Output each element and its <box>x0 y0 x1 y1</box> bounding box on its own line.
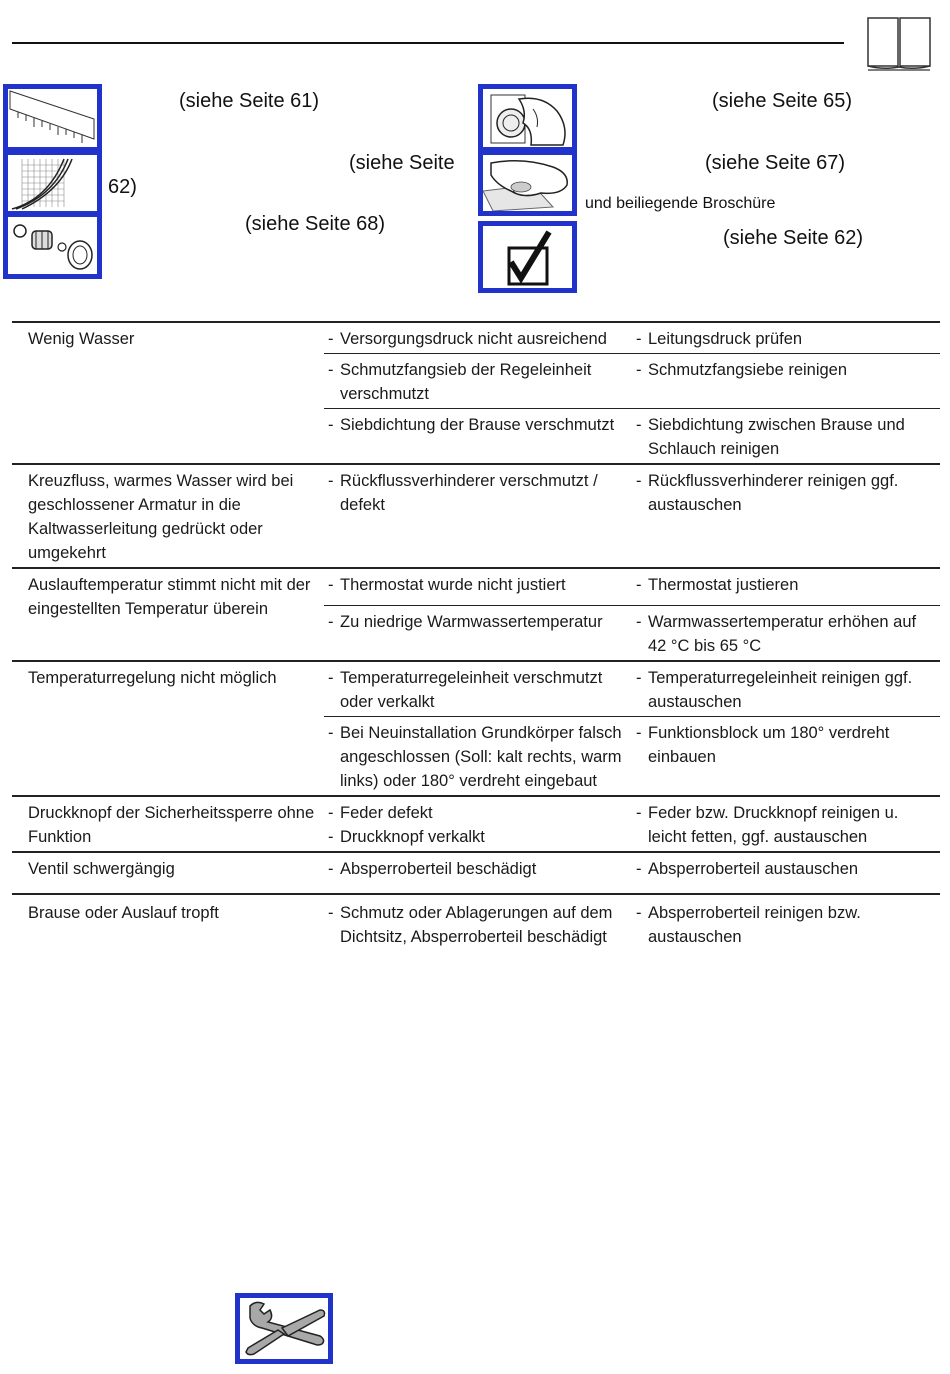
cause-cell: - Zu niedrige Warmwassertemperatur <box>324 606 632 662</box>
problem-cell: Druckknopf der Sicherheitssperre ohne Funktion <box>12 796 324 852</box>
table-row <box>12 796 940 852</box>
remedy-cell: - Absperroberteil austauschen <box>632 852 940 894</box>
remedy-cell: - Feder bzw. Druckknopf reinigen u. leicht fetten, ggf. austauschen <box>632 796 940 852</box>
remedy-cell: - Thermostat justieren <box>632 568 940 606</box>
ref-page-67: (siehe Seite 67) <box>705 152 846 174</box>
problem-cell: Ventil schwergängig <box>12 852 324 894</box>
ref-brochure-note: und beiliegende Broschüre <box>585 195 776 212</box>
problem-cell: Wenig Wasser <box>12 322 324 464</box>
remedy-cell: - Absperroberteil reinigen bzw. austauschen <box>632 894 940 951</box>
top-rule <box>12 42 844 44</box>
cause-cell: - Schmutz oder Ablagerungen auf dem Dichtsitz, Absperroberteil beschädigt <box>324 894 632 951</box>
cause-cell: - Versorgungsdruck nicht ausreichend <box>324 322 632 354</box>
remedy-cell: - Leitungsdruck prüfen <box>632 322 940 354</box>
wrench-screwdriver-icon <box>235 1293 333 1364</box>
checkmark-icon <box>478 221 577 293</box>
remedy-cell: - Siebdichtung zwischen Brause und Schlauch reinigen <box>632 409 940 465</box>
remedy-cell: - Warmwassertemperatur erhöhen auf 42 °C bis 65 °C <box>632 606 940 662</box>
ref-page-65: (siehe Seite 65) <box>712 90 853 112</box>
thermostat-hand-icon <box>478 84 577 152</box>
cause-cell: - Feder defekt - Druckknopf verkalkt <box>324 796 632 852</box>
ref-page-61: (siehe Seite 61) <box>179 90 320 112</box>
ref-page-68: (siehe Seite 68) <box>245 213 386 235</box>
troubleshooting-table <box>12 321 940 951</box>
ref-page-62-right: (siehe Seite 62) <box>723 227 864 249</box>
problem-cell: Kreuzfluss, warmes Wasser wird bei geschlossener Armatur in die Kaltwasserleitung gedrückt oder umgekehrt <box>12 464 324 568</box>
cause-cell: - Rückflussverhinderer verschmutzt / defekt <box>324 464 632 568</box>
remedy-cell: - Temperaturregeleinheit reinigen ggf. austauschen <box>632 661 940 717</box>
filter-parts-icon <box>3 212 102 279</box>
ref-page-62-part1: (siehe Seite <box>349 152 455 174</box>
remedy-cell: - Rückflussverhinderer reinigen ggf. austauschen <box>632 464 940 568</box>
open-book-icon <box>866 14 932 72</box>
cause-cell: - Siebdichtung der Brause verschmutzt <box>324 409 632 465</box>
cause-cell: - Absperroberteil beschädigt <box>324 852 632 894</box>
problem-cell: Auslauftemperatur stimmt nicht mit der eingestellten Temperatur überein <box>12 568 324 661</box>
cause-cell: - Bei Neuinstallation Grundkörper falsch angeschlossen (Soll: kalt rechts, warm links) oder 180° verdreht eingebaut <box>324 717 632 797</box>
table-row <box>12 568 940 606</box>
remedy-cell: - Funktionsblock um 180° verdreht einbauen <box>632 717 940 797</box>
table-row <box>12 322 940 354</box>
table-row <box>12 894 940 951</box>
hand-cleaning-icon <box>478 150 577 216</box>
problem-cell: Brause oder Auslauf tropft <box>12 894 324 951</box>
cause-cell: - Thermostat wurde nicht justiert <box>324 568 632 606</box>
problem-cell: Temperaturregelung nicht möglich <box>12 661 324 796</box>
remedy-cell: - Schmutzfangsiebe reinigen <box>632 354 940 409</box>
ruler-gauge-icon <box>3 84 102 152</box>
table-row <box>12 464 940 568</box>
flow-chart-icon <box>3 150 102 216</box>
cause-cell: - Schmutzfangsieb der Regeleinheit verschmutzt <box>324 354 632 409</box>
ref-page-62-part2: 62) <box>108 176 137 198</box>
cause-cell: - Temperaturregeleinheit verschmutzt oder verkalkt <box>324 661 632 717</box>
table-row <box>12 852 940 894</box>
table-row <box>12 661 940 717</box>
